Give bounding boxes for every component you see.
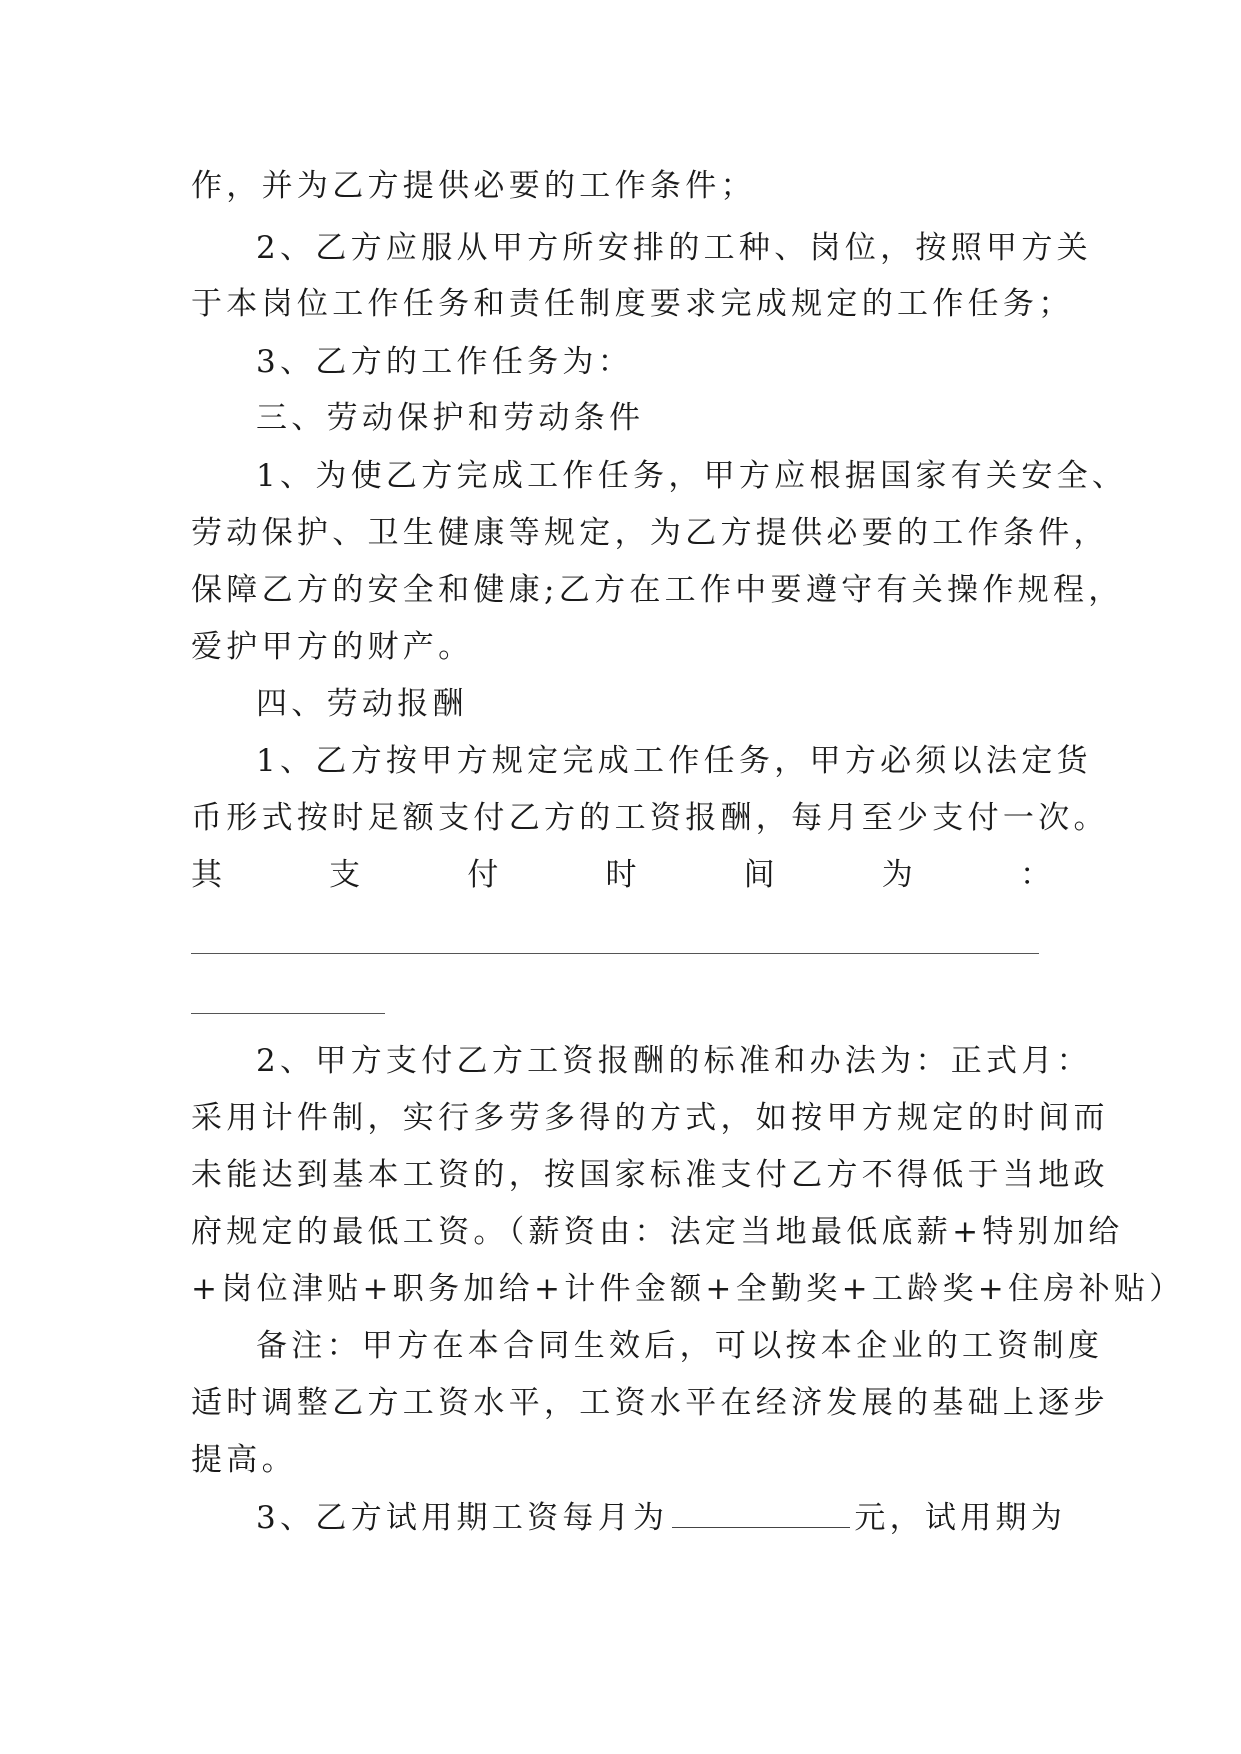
text-line: +岗位津贴+职务加给+计件金额+全勤奖+工龄奖+住房补贴） [191, 1271, 1185, 1307]
text-line: 1、乙方按甲方规定完成工作任务，甲方必须以法定货 [256, 743, 1092, 779]
spread-char: 支 [329, 857, 361, 893]
text-line-with-blank [256, 1497, 1067, 1537]
text-line: 币形式按时足额支付乙方的工资报酬，每月至少支付一次。 [191, 800, 1109, 836]
text-line: 劳动保护、卫生健康等规定，为乙方提供必要的工作条件， [191, 515, 1109, 551]
text-line: 于本岗位工作任务和责任制度要求完成规定的工作任务； [191, 286, 1074, 322]
text-line: 2、乙方应服从甲方所安排的工种、岗位，按照甲方关 [256, 230, 1092, 266]
text-line: 保障乙方的安全和健康;乙方在工作中要遵守有关操作规程， [191, 572, 1124, 608]
salary-blank [672, 1497, 850, 1528]
text-line: 作，并为乙方提供必要的工作条件； [191, 168, 756, 204]
text-line: 3、乙方的工作任务为： [256, 344, 634, 380]
text-line: 提高。 [191, 1442, 297, 1478]
text-line: 采用计件制，实行多劳多得的方式，如按甲方规定的时间而 [191, 1100, 1109, 1136]
fill-in-underline [191, 1013, 385, 1014]
text-line: 爱护甲方的财产。 [191, 629, 474, 665]
spread-char: 时 [605, 857, 637, 893]
text-fragment: 元，试用期为 [854, 1500, 1067, 1536]
text-line: 2、甲方支付乙方工资报酬的标准和办法为：正式月： [256, 1043, 1092, 1079]
justified-text-line [191, 855, 1051, 895]
spread-char: 间 [743, 857, 775, 893]
text-line: 未能达到基本工资的，按国家标准支付乙方不得低于当地政 [191, 1157, 1109, 1193]
spread-char: 为 [881, 857, 913, 893]
spread-char: 付 [467, 857, 499, 893]
text-fragment: 3、乙方试用期工资每月为 [256, 1500, 669, 1536]
fill-in-underline [191, 953, 1039, 954]
section-heading: 三、劳动保护和劳动条件 [256, 400, 645, 436]
section-heading: 四、劳动报酬 [256, 686, 468, 722]
text-line: 1、为使乙方完成工作任务，甲方应根据国家有关安全、 [256, 458, 1128, 494]
text-line: 府规定的最低工资。（薪资由：法定当地最低底薪+特别加给 [191, 1214, 1124, 1250]
text-line: 备注：甲方在本合同生效后，可以按本企业的工资制度 [256, 1328, 1104, 1364]
text-line: 适时调整乙方工资水平，工资水平在经济发展的基础上逐步 [191, 1385, 1109, 1421]
spread-char: 其 [191, 857, 222, 893]
spread-char: ： [1019, 857, 1051, 893]
